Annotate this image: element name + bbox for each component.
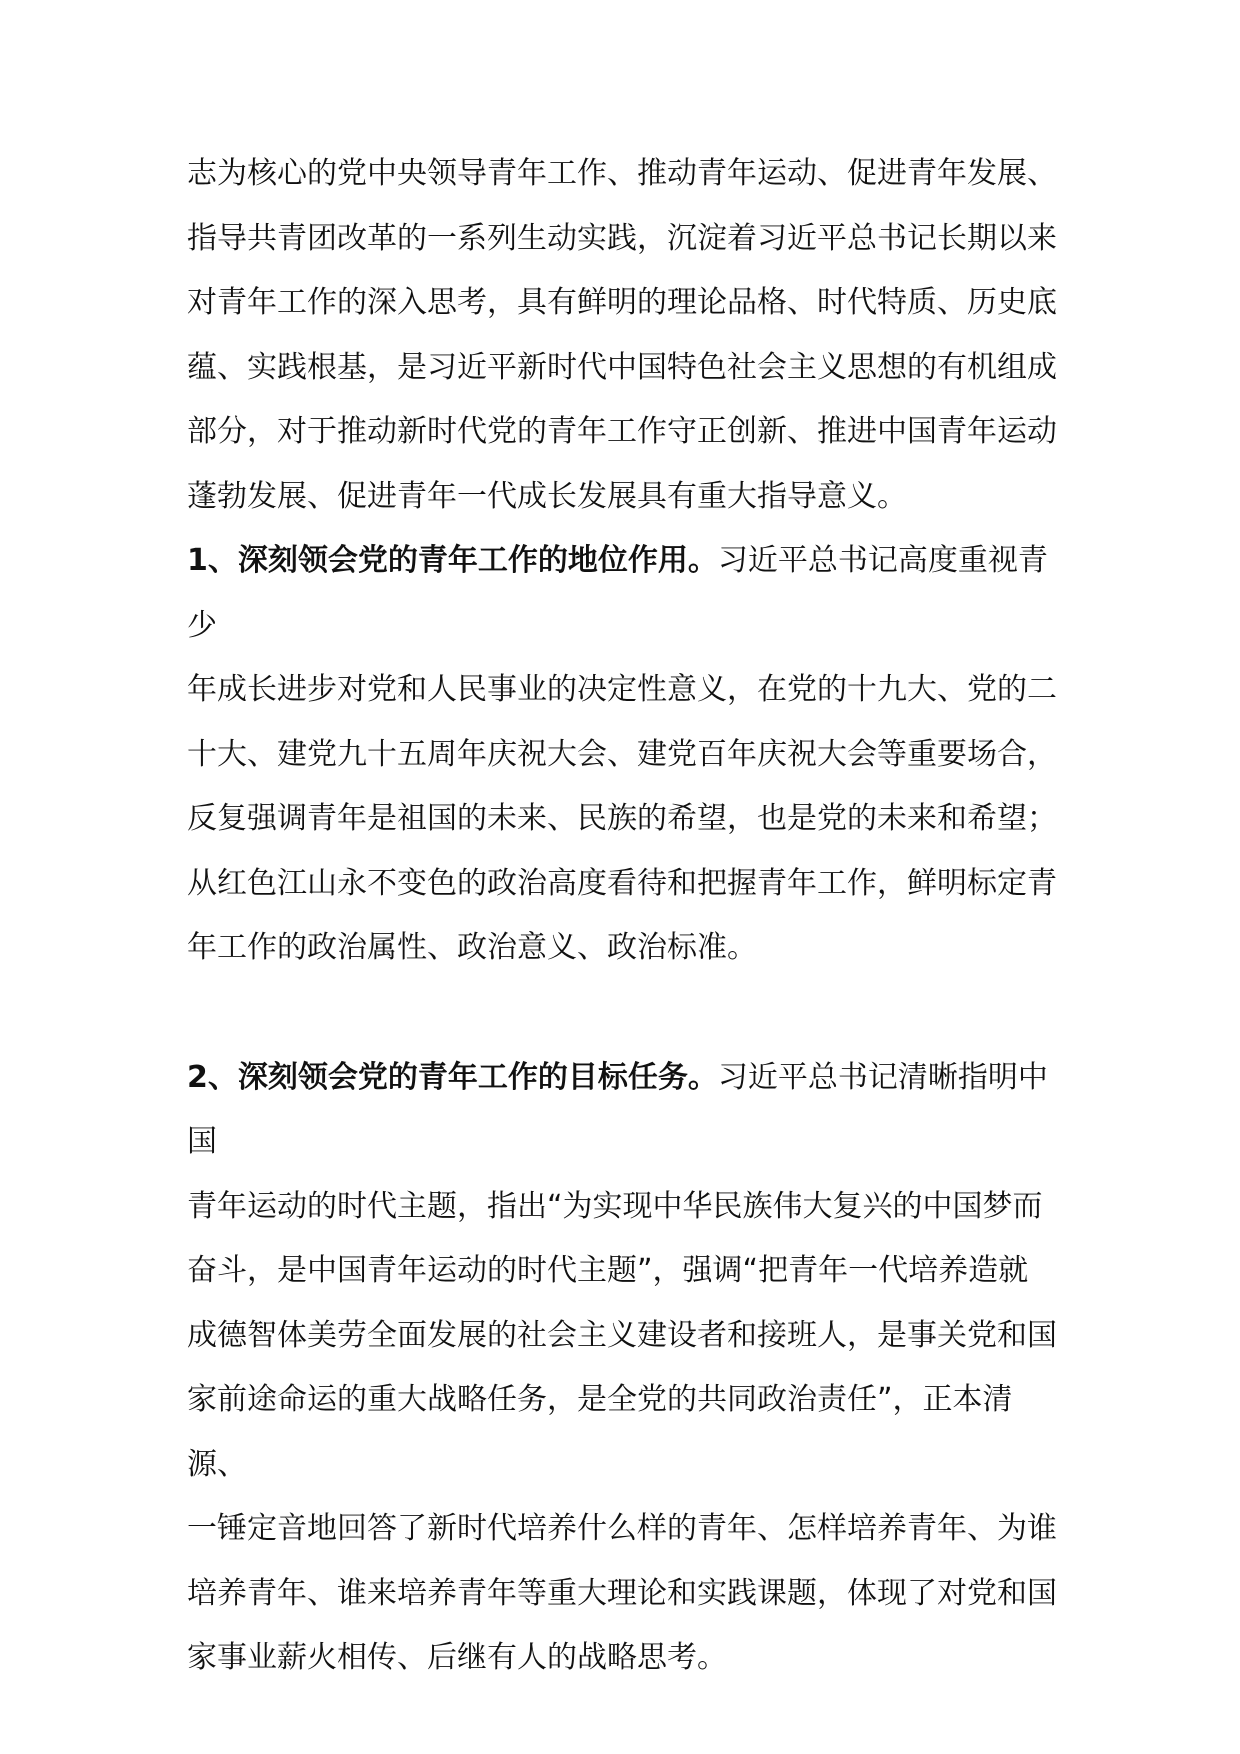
section-1-line: 反复强调青年是祖国的未来、民族的希望，也是党的未来和希望；	[187, 801, 1057, 836]
section-2-line: 成德智体美劳全面发展的社会主义建设者和接班人，是事关党和国	[187, 1317, 1057, 1353]
section-2-line: 培养青年、谁来培养青年等重大理论和实践课题，体现了对党和国	[187, 1575, 1057, 1611]
intro-line: 蓬勃发展、促进青年一代成长发展具有重大指导意义。	[187, 478, 907, 514]
intro-line: 蕴、实践根基，是习近平新时代中国特色社会主义思想的有机组成	[187, 349, 1057, 385]
section-2-line: 一锤定音地回答了新时代培养什么样的青年、怎样培养青年、为谁	[187, 1511, 1057, 1546]
section-2-line: 家事业薪火相传、后继有人的战略思考。	[187, 1640, 727, 1675]
section-1-first-line-text: 习近平总书记高度重视青少	[187, 543, 1048, 643]
section-2-first-line-text: 习近平总书记清晰指明中国	[187, 1059, 1048, 1159]
intro-paragraph	[187, 142, 1057, 529]
intro-line: 对青年工作的深入思考，具有鲜明的理论品格、时代特质、历史底	[187, 285, 1057, 320]
section-2-heading: 2、深刻领会党的青年工作的目标任务。	[187, 1059, 718, 1095]
section-1-line: 年工作的政治属性、政治意义、政治标准。	[187, 930, 757, 965]
section-2-line: 家前途命运的重大战略任务，是全党的共同政治责任”，正本清源、	[187, 1382, 1013, 1482]
intro-line: 志为核心的党中央领导青年工作、推动青年运动、促进青年发展、	[187, 156, 1057, 191]
section-1-line: 年成长进步对党和人民事业的决定性意义，在党的十九大、党的二	[187, 672, 1057, 707]
section-2-paragraph	[187, 1046, 1057, 1691]
section-1-line: 从红色江山永不变色的政治高度看待和把握青年工作，鲜明标定青	[187, 865, 1057, 901]
intro-line: 指导共青团改革的一系列生动实践，沉淀着习近平总书记长期以来	[187, 220, 1057, 256]
section-2-line: 奋斗，是中国青年运动的时代主题”，强调“把青年一代培养造就	[187, 1253, 1029, 1288]
section-2-line: 青年运动的时代主题，指出“为实现中华民族伟大复兴的中国梦而	[187, 1188, 1043, 1224]
section-2-first-line	[187, 1046, 1057, 1175]
document-body	[187, 142, 1057, 1691]
paragraph-spacer	[187, 981, 1057, 1046]
section-1-paragraph	[187, 529, 1057, 981]
section-1-heading: 1、深刻领会党的青年工作的地位作用。	[187, 543, 718, 578]
section-1-first-line	[187, 529, 1057, 658]
section-1-line: 十大、建党九十五周年庆祝大会、建党百年庆祝大会等重要场合，	[187, 736, 1057, 772]
intro-line: 部分，对于推动新时代党的青年工作守正创新、推进中国青年运动	[187, 414, 1057, 449]
